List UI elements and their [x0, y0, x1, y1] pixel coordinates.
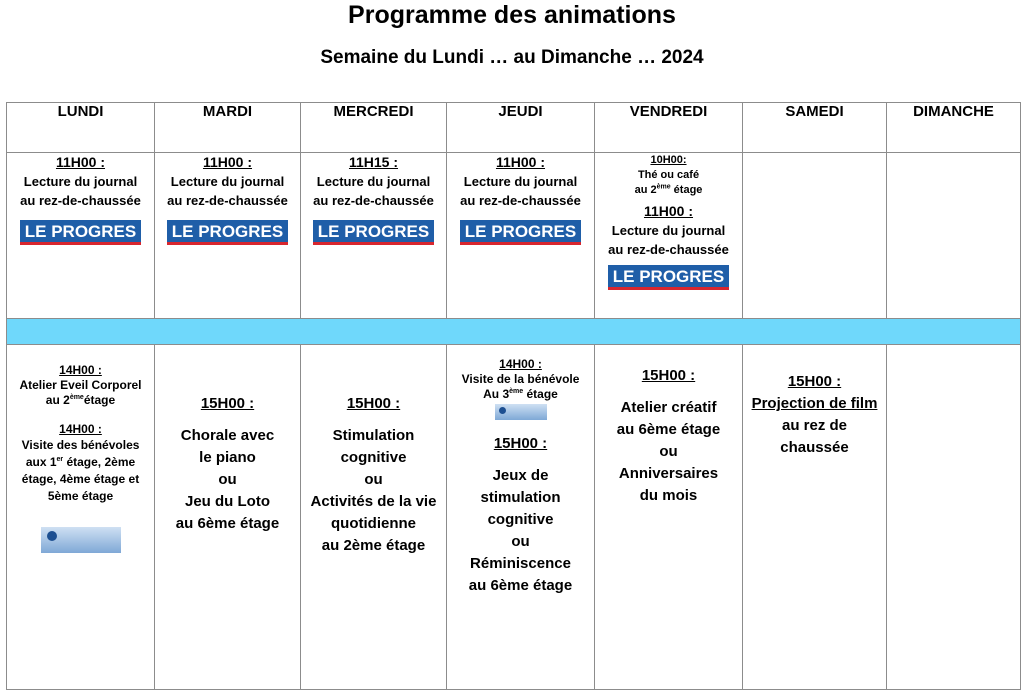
day-header-mercredi: MERCREDI [301, 103, 447, 153]
association-logo [41, 527, 121, 553]
activity-line: Atelier créatif [620, 399, 717, 416]
activity-line: Lecture du journal [23, 174, 138, 189]
day-header-mardi: MARDI [155, 103, 301, 153]
activity-line: étage, 4ème étage et [21, 472, 140, 486]
activity-line: stimulation [480, 489, 561, 506]
day-header-jeudi: JEUDI [447, 103, 595, 153]
time-label: 15H00 : [787, 373, 842, 390]
header-row [7, 103, 1021, 153]
activity-line: au rez-de-chaussée [608, 242, 729, 257]
afternoon-row [7, 345, 1021, 690]
separator-band [7, 319, 1021, 345]
activity-line: Jeux de [492, 467, 549, 484]
morning-row [7, 153, 1021, 319]
activity-line: au 6ème étage [468, 577, 573, 594]
morning-jeudi [447, 153, 595, 319]
time-label: 15H00 : [346, 395, 401, 412]
activity-line: du mois [639, 487, 698, 504]
le-progres-logo: LE PROGRES [460, 220, 581, 245]
activity-line: Projection de film [751, 395, 878, 412]
activity-line: Visite des bénévoles [21, 438, 140, 452]
activity-line: Réminiscence [470, 555, 571, 572]
activity-line: au rez-de-chaussée [20, 193, 141, 208]
activity-line: cognitive [340, 449, 407, 466]
afternoon-lundi [7, 345, 155, 690]
time-label: 14H00 : [59, 363, 102, 377]
activity-line: quotidienne [331, 515, 416, 532]
activity-line: Lecture du journal [170, 174, 285, 189]
activity-line: au rez-de-chaussée [460, 193, 581, 208]
morning-mardi [155, 153, 301, 319]
activity-line: Au 3ème étage [483, 387, 558, 401]
day-header-dimanche: DIMANCHE [887, 103, 1021, 153]
time-label: 15H00 : [641, 367, 696, 384]
activity-line: aux 1er étage, 2ème [25, 455, 136, 469]
afternoon-samedi [743, 345, 887, 690]
activity-line: Jeu du Loto [185, 493, 270, 510]
activity-line: Lecture du journal [316, 174, 431, 189]
afternoon-mardi [155, 345, 301, 690]
time-label: 15H00 : [200, 395, 255, 412]
morning-lundi [7, 153, 155, 319]
activity-line: au 2ème étage [321, 537, 426, 554]
activity-line: le piano [199, 449, 256, 466]
activity-line: Stimulation [332, 427, 415, 444]
day-header-samedi: SAMEDI [743, 103, 887, 153]
activity-line: ou [511, 533, 530, 550]
activity-line: Visite de la bénévole [461, 372, 580, 386]
activity-line: Anniversaires [618, 465, 719, 482]
activity-line: au 6ème étage [175, 515, 280, 532]
day-header-lundi: LUNDI [7, 103, 155, 153]
activity-line: au rez de [781, 417, 848, 434]
activity-line: Lecture du journal [611, 223, 726, 238]
day-header-vendredi: VENDREDI [595, 103, 743, 153]
time-label: 11H00 : [55, 154, 106, 170]
association-logo [495, 404, 547, 420]
activity-line: au 6ème étage [616, 421, 721, 438]
morning-dimanche [887, 153, 1021, 319]
separator-row [7, 319, 1021, 345]
activity-line: ou [659, 443, 678, 460]
activity-line: au 2èmeétage [45, 393, 116, 407]
activity-line: au rez-de-chaussée [313, 193, 434, 208]
activity-line: Atelier Eveil Corporel [19, 378, 142, 392]
time-label: 10H00: [650, 154, 687, 166]
afternoon-dimanche [887, 345, 1021, 690]
activity-line: Thé ou café [637, 169, 700, 181]
le-progres-logo: LE PROGRES [313, 220, 434, 245]
activity-line: cognitive [487, 511, 554, 528]
activity-line: ou [364, 471, 383, 488]
morning-vendredi [595, 153, 743, 319]
time-label: 11H15 : [348, 154, 399, 170]
afternoon-jeudi [447, 345, 595, 690]
page-title: Programme des animations [348, 1, 676, 29]
time-label: 11H00 : [643, 203, 694, 219]
activity-line: ou [218, 471, 237, 488]
page-subtitle: Semaine du Lundi … au Dimanche … 2024 [320, 47, 704, 68]
morning-samedi [743, 153, 887, 319]
time-label: 11H00 : [495, 154, 546, 170]
activity-line: Activités de la vie [310, 493, 437, 510]
time-label: 14H00 : [59, 422, 102, 436]
morning-mercredi [301, 153, 447, 319]
le-progres-logo: LE PROGRES [20, 220, 141, 245]
time-label: 15H00 : [493, 435, 548, 452]
afternoon-vendredi [595, 345, 743, 690]
activity-line: 5ème étage [47, 489, 114, 503]
time-label: 11H00 : [202, 154, 253, 170]
afternoon-mercredi [301, 345, 447, 690]
time-label: 14H00 : [499, 357, 542, 371]
le-progres-logo: LE PROGRES [608, 265, 729, 290]
activity-line: au rez-de-chaussée [167, 193, 288, 208]
schedule-table [6, 102, 1021, 690]
activity-line: Chorale avec [180, 427, 275, 444]
activity-line: Lecture du journal [463, 174, 578, 189]
activity-line: chaussée [780, 439, 849, 456]
activity-line: au 2ème étage [634, 183, 703, 196]
le-progres-logo: LE PROGRES [167, 220, 288, 245]
